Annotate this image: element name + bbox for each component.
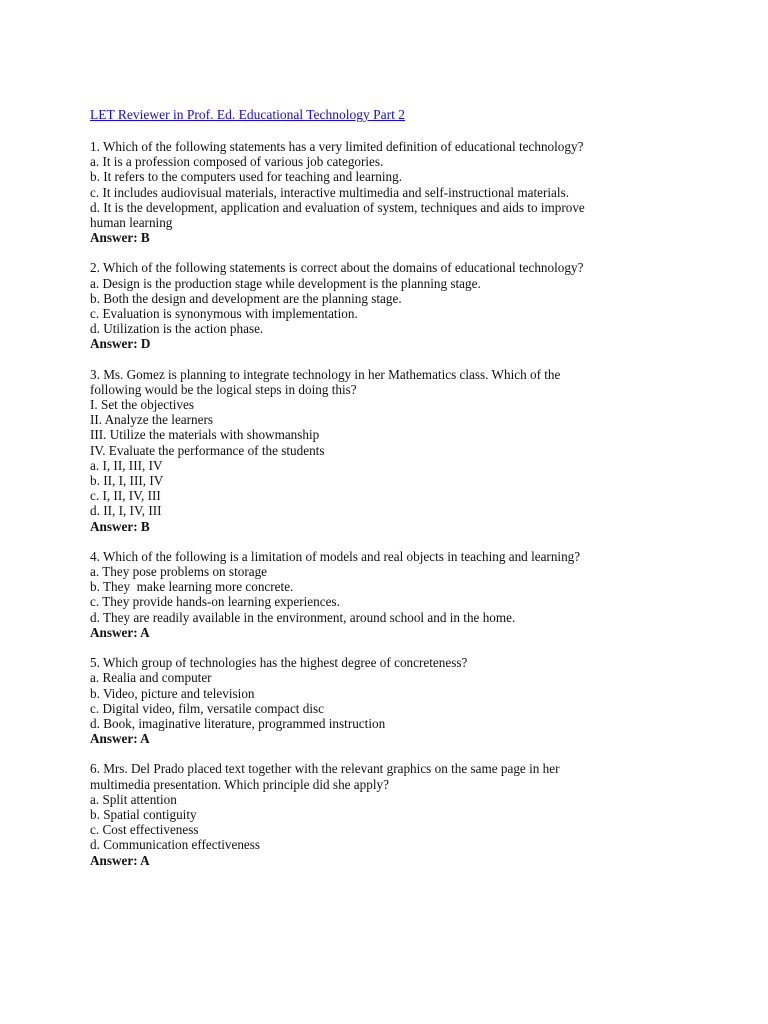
spacer xyxy=(90,124,690,139)
question-line: d. They are readily available in the environment, around school and in the home. xyxy=(90,609,516,625)
answer-key: Answer: A xyxy=(90,852,150,868)
question-line: I. Set the objectives xyxy=(90,397,195,413)
question-line: c. It includes audiovisual materials, interactive multimedia and self-instructional materials. xyxy=(90,184,569,200)
question-line: b. Video, picture and television xyxy=(90,685,255,701)
question-line: c. They provide hands-on learning experiences. xyxy=(90,594,340,610)
question-line: d. Communication effectiveness xyxy=(90,837,261,853)
question-line: a. Design is the production stage while development is the planning stage. xyxy=(90,275,481,291)
question-line: b. They make learning more concrete. xyxy=(90,579,294,595)
question-line: II. Analyze the learners xyxy=(90,412,214,428)
question-line: multimedia presentation. Which principle did she apply? xyxy=(90,776,389,792)
question-line: b. It refers to the computers used for teaching and learning. xyxy=(90,169,402,185)
question-line: d. It is the development, application and evaluation of system, techniques and aids to improve xyxy=(90,199,585,215)
question-line: c. I, II, IV, III xyxy=(90,488,161,504)
document-title-link[interactable]: LET Reviewer in Prof. Ed. Educational Technology Part 2 xyxy=(90,107,405,122)
question-line: a. Split attention xyxy=(90,791,177,807)
question-line: d. II, I, IV, III xyxy=(90,503,162,519)
question-text: 1. Which of the following statements has a very limited definition of educational technology? xyxy=(90,139,584,154)
question-block-1 xyxy=(90,139,690,245)
question-line: a. Realia and computer xyxy=(90,670,212,686)
document-page xyxy=(90,106,690,883)
answer-key: Answer: D xyxy=(90,336,151,352)
question-line: b. Both the design and development are the planning stage. xyxy=(90,290,402,306)
question-line: a. They pose problems on storage xyxy=(90,564,268,580)
question-line: human learning xyxy=(90,215,173,231)
question-line: a. It is a profession composed of various job categories. xyxy=(90,154,384,170)
question-text: 2. Which of the following statements is correct about the domains of educational technology? xyxy=(90,260,584,276)
question-text: 4. Which of the following is a limitation of models and real objects in teaching and learning? xyxy=(90,548,581,564)
question-block-5 xyxy=(90,655,690,746)
question-line: c. Digital video, film, versatile compact disc xyxy=(90,700,325,716)
answer-key: Answer: A xyxy=(90,624,150,640)
question-list xyxy=(90,139,690,868)
question-line: b. II, I, III, IV xyxy=(90,473,164,489)
question-text: 5. Which group of technologies has the highest degree of concreteness? xyxy=(90,655,468,671)
question-line: d. Utilization is the action phase. xyxy=(90,321,264,337)
answer-key: Answer: B xyxy=(90,518,150,534)
answer-key: Answer: A xyxy=(90,731,150,747)
question-block-2 xyxy=(90,260,690,351)
answer-key: Answer: B xyxy=(90,230,150,246)
question-line: a. I, II, III, IV xyxy=(90,457,163,473)
question-block-4 xyxy=(90,549,690,640)
question-line: b. Spatial contiguity xyxy=(90,806,197,822)
question-block-3 xyxy=(90,367,690,534)
question-block-6 xyxy=(90,761,690,867)
question-text: 6. Mrs. Del Prado placed text together with the relevant graphics on the same page in her xyxy=(90,761,560,777)
question-line: d. Book, imaginative literature, programmed instruction xyxy=(90,715,386,731)
question-line: c. Evaluation is synonymous with implementation. xyxy=(90,306,358,322)
question-text: 3. Ms. Gomez is planning to integrate technology in her Mathematics class. Which of the xyxy=(90,366,561,382)
question-line: III. Utilize the materials with showmanship xyxy=(90,427,320,443)
question-line: c. Cost effectiveness xyxy=(90,822,199,838)
question-line: following would be the logical steps in doing this? xyxy=(90,381,357,397)
question-line: IV. Evaluate the performance of the students xyxy=(90,442,325,458)
